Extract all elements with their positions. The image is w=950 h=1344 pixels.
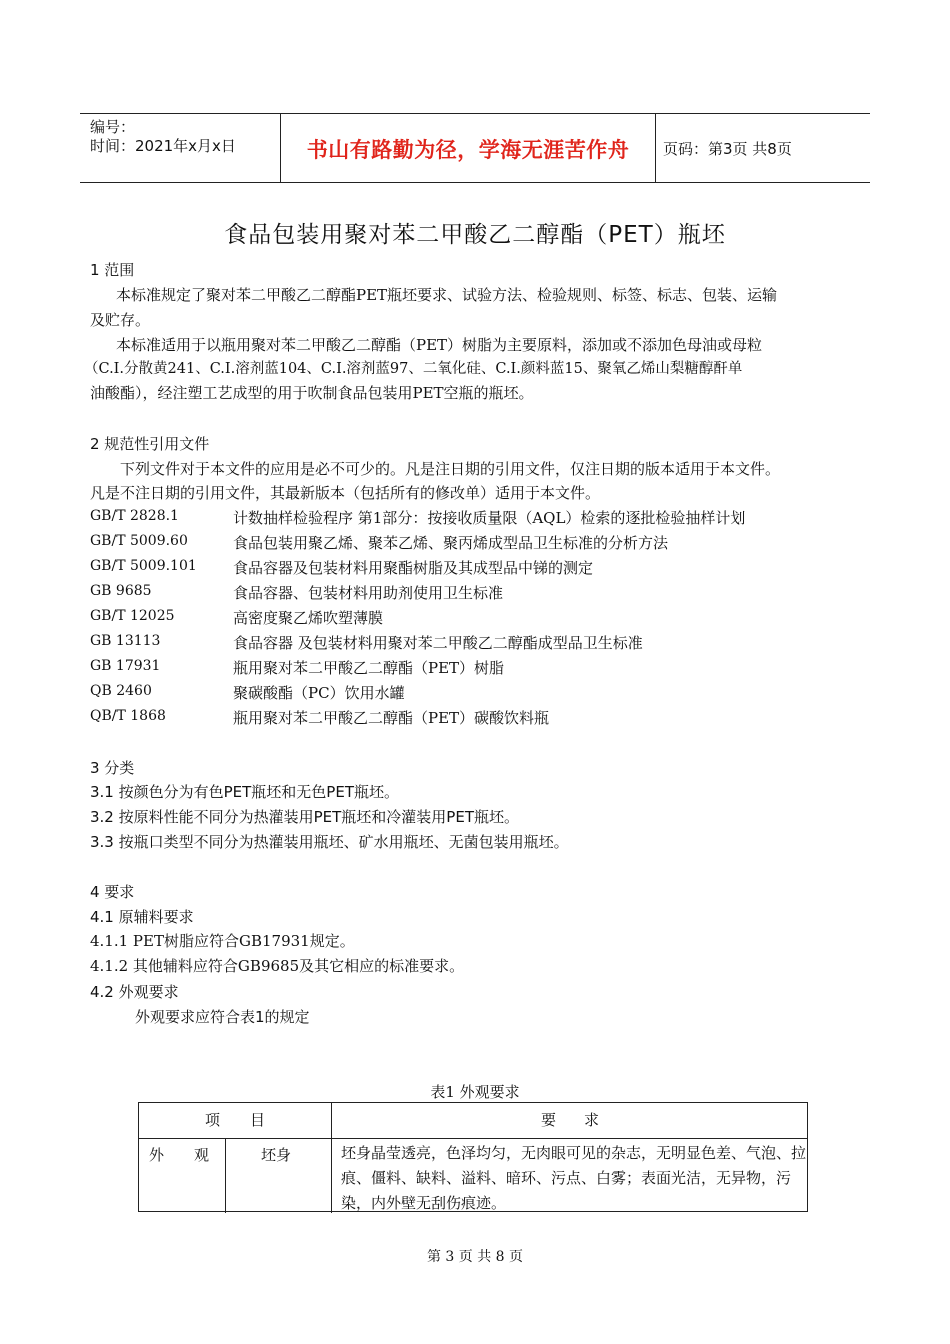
subsection-4-1-heading: 4.1 原辅料要求 bbox=[90, 908, 194, 926]
table-cell-subitem: 坯身 bbox=[261, 1146, 292, 1164]
ref-code: GB/T 5009.60 bbox=[90, 533, 188, 549]
subsection-4-2-heading: 4.2 外观要求 bbox=[90, 983, 179, 1001]
ref-code: GB/T 2828.1 bbox=[90, 508, 179, 524]
section-3-heading: 3 分类 bbox=[90, 759, 135, 777]
ref-title: 食品容器及包装材料用聚酯树脂及其成型品中锑的测定 bbox=[233, 559, 594, 577]
time-label: 时间：2021年x月x日 bbox=[90, 137, 236, 155]
ref-code: GB 13113 bbox=[90, 633, 161, 649]
subsection-item: 4.1.2 其他辅料应符合GB9685及其它相应的标准要求。 bbox=[90, 957, 465, 975]
ref-code: GB/T 5009.101 bbox=[90, 558, 197, 574]
table-header-requirement: 要求 bbox=[540, 1111, 627, 1129]
section-1-paragraph: 本标准规定了聚对苯二甲酸乙二醇酯PET瓶坯要求、试验方法、检验规则、标签、标志、包装、运输 bbox=[116, 286, 778, 304]
ref-title: 瓶用聚对苯二甲酸乙二醇酯（PET）碳酸饮料瓶 bbox=[233, 709, 550, 727]
table-cell-requirement: 坯身晶莹透亮，色泽均匀，无肉眼可见的杂志，无明显色差、气泡、拉痕、僵料、缺料、溢料、暗环、污点、白雾；表面光洁，无异物，污染，内外壁无刮伤痕迹。 bbox=[341, 1144, 807, 1212]
header-info-cell bbox=[80, 114, 280, 182]
section-3-item: 3.2 按原料性能不同分为热灌装用PET瓶坯和冷灌装用PET瓶坯。 bbox=[90, 808, 519, 826]
ref-code: GB 17931 bbox=[90, 658, 161, 674]
section-3-item: 3.3 按瓶口类型不同分为热灌装用瓶坯、矿水用瓶坯、无菌包装用瓶坯。 bbox=[90, 833, 569, 851]
ref-code: GB/T 12025 bbox=[90, 608, 175, 624]
ref-title: 食品包装用聚乙烯、聚苯乙烯、聚丙烯成型品卫生标准的分析方法 bbox=[233, 534, 669, 552]
table-cell-category: 外观 bbox=[149, 1146, 240, 1164]
serial-label: 编号： bbox=[90, 118, 136, 136]
document-title: 食品包装用聚对苯二甲酸乙二醇酯（PET）瓶坯 bbox=[224, 222, 726, 248]
ref-title: 瓶用聚对苯二甲酸乙二醇酯（PET）树脂 bbox=[233, 659, 505, 677]
ref-code: QB 2460 bbox=[90, 683, 152, 699]
ref-title: 聚碳酸酯（PC）饮用水罐 bbox=[233, 684, 405, 702]
document-header bbox=[80, 113, 870, 183]
section-2-paragraph: 下列文件对于本文件的应用是必不可少的。凡是注日期的引用文件，仅注日期的版本适用于本文件。 bbox=[120, 460, 781, 478]
subsection-item: 4.1.1 PET树脂应符合GB17931规定。 bbox=[90, 932, 355, 950]
ref-code: GB 9685 bbox=[90, 583, 152, 599]
ref-title: 食品容器 及包装材料用聚对苯二甲酸乙二醇酯成型品卫生标准 bbox=[233, 634, 643, 652]
header-page-cell bbox=[655, 114, 870, 182]
header-motto-cell bbox=[280, 114, 656, 182]
section-3-item: 3.1 按颜色分为有色PET瓶坯和无色PET瓶坯。 bbox=[90, 783, 399, 801]
subsection-4-2-text: 外观要求应符合表1的规定 bbox=[135, 1008, 310, 1026]
motto: 书山有路勤为径，学海无涯苦作舟 bbox=[306, 138, 630, 162]
section-1-paragraph: 及贮存。 bbox=[90, 311, 151, 329]
ref-title: 计数抽样检验程序 第1部分：按接收质量限（AQL）检索的逐批检验抽样计划 bbox=[233, 509, 746, 527]
ref-code: QB/T 1868 bbox=[90, 708, 166, 724]
section-2-paragraph: 凡是不注日期的引用文件，其最新版本（包括所有的修改单）适用于本文件。 bbox=[90, 484, 601, 502]
table-header-item: 项目 bbox=[204, 1111, 295, 1129]
table-caption: 表1 外观要求 bbox=[430, 1083, 520, 1101]
section-4-heading: 4 要求 bbox=[90, 883, 135, 901]
ref-title: 高密度聚乙烯吹塑薄膜 bbox=[233, 609, 384, 627]
section-1-paragraph: 油酸酯），经注塑工艺成型的用于吹制食品包装用PET空瓶的瓶坯。 bbox=[90, 384, 534, 402]
section-1-paragraph: 本标准适用于以瓶用聚对苯二甲酸乙二醇酯（PET）树脂为主要原料，添加或不添加色母油或母粒 bbox=[116, 336, 763, 354]
page-footer: 第 3 页 共 8 页 bbox=[426, 1249, 524, 1265]
section-1-heading: 1 范围 bbox=[90, 261, 135, 279]
section-1-paragraph: （C.I.分散黄241、C.I.溶剂蓝104、C.I.溶剂蓝97、二氧化硅、C.I.颜料蓝15、聚氧乙烯山梨糖醇酐单 bbox=[84, 361, 743, 377]
page-label: 页码：第3页 共8页 bbox=[663, 140, 792, 158]
section-2-heading: 2 规范性引用文件 bbox=[90, 435, 210, 453]
ref-title: 食品容器、包装材料用助剂使用卫生标准 bbox=[233, 584, 504, 602]
appearance-table bbox=[138, 1102, 808, 1212]
